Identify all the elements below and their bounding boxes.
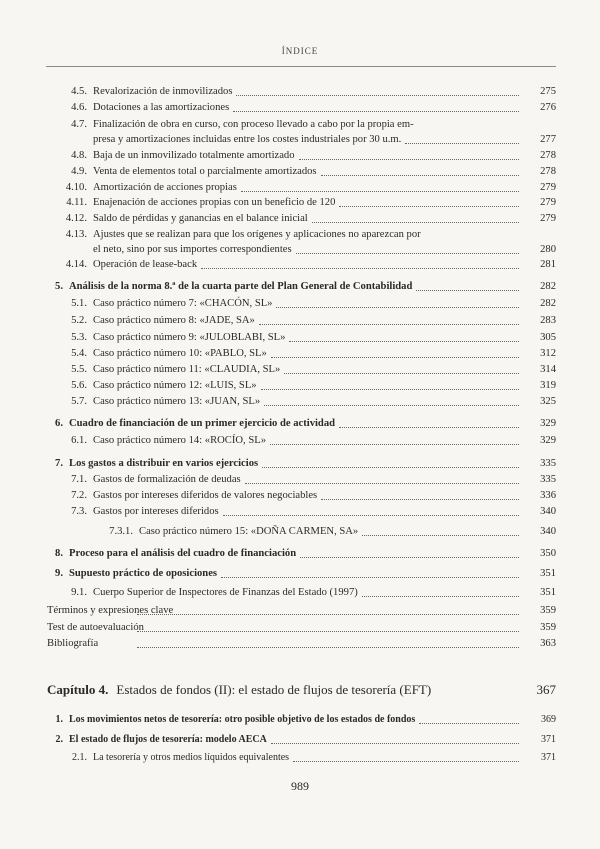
- entry-page: 359: [540, 605, 556, 616]
- chapter-title: Estados de fondos (II): el estado de flujos de tesorería (EFT): [116, 682, 432, 697]
- toc-section: [47, 418, 556, 430]
- section-page: 282: [540, 281, 556, 292]
- section-page: 351: [540, 568, 556, 579]
- toc-entry: [47, 332, 556, 344]
- entry-number: 5.7.: [71, 396, 87, 407]
- entry-page: 325: [540, 396, 556, 407]
- page-header: ÍNDICE: [281, 46, 319, 56]
- section-title: Supuesto práctico de oposiciones: [69, 568, 218, 579]
- entry-page: 351: [540, 587, 556, 598]
- section-number: 8.: [55, 548, 63, 559]
- entry-number: 4.7.: [71, 119, 87, 130]
- section-title: Los movimientos netos de tesorería: otro posible objetivo de los estados de fondos: [69, 714, 416, 725]
- section-page: 329: [540, 418, 556, 429]
- dot-leader: [339, 206, 519, 207]
- toc-entry: [47, 182, 556, 194]
- toc-backmatter: [47, 605, 556, 617]
- entry-page: 279: [540, 197, 556, 208]
- toc-entry: [47, 197, 556, 209]
- entry-page: 281: [540, 259, 556, 270]
- header-rule: [46, 66, 556, 67]
- dot-leader: [137, 647, 519, 648]
- entry-page: 275: [540, 86, 556, 97]
- toc-entry-multiline: [47, 119, 556, 146]
- toc-entry: [47, 298, 556, 310]
- toc-entry: [47, 166, 556, 178]
- entry-number: 4.10.: [65, 182, 87, 193]
- toc-entry: [47, 380, 556, 392]
- entry-title: Enajenación de acciones propias con un beneficio de 120: [93, 197, 336, 208]
- dot-leader: [293, 761, 519, 762]
- entry-number: 4.5.: [71, 86, 87, 97]
- toc-entry: [47, 315, 556, 327]
- toc-section: [47, 568, 556, 580]
- dot-leader: [271, 357, 519, 358]
- dot-leader: [276, 307, 519, 308]
- dot-leader: [362, 596, 519, 597]
- entry-page: 359: [540, 622, 556, 633]
- dot-leader: [201, 268, 519, 269]
- section-number: 5.: [55, 281, 63, 292]
- entry-number: 7.1.: [71, 474, 87, 485]
- dot-leader: [284, 373, 519, 374]
- entry-number: 4.9.: [71, 166, 87, 177]
- entry-page: 282: [540, 298, 556, 309]
- section-title: El estado de flujos de tesorería: modelo AECA: [69, 734, 267, 745]
- toc-backmatter: [47, 622, 556, 634]
- dot-leader: [312, 222, 519, 223]
- toc-entry: [47, 86, 556, 98]
- entry-page: 314: [540, 364, 556, 375]
- entry-number: 5.4.: [71, 348, 87, 359]
- toc-entry: [47, 474, 556, 486]
- entry-number: 7.3.: [71, 506, 87, 517]
- entry-page: 319: [540, 380, 556, 391]
- dot-leader: [339, 427, 519, 428]
- entry-title: Caso práctico número 12: «LUIS, SL»: [93, 380, 257, 391]
- toc-entry: [47, 364, 556, 376]
- entry-page: 278: [540, 150, 556, 161]
- dot-leader: [300, 557, 519, 558]
- dot-leader: [137, 614, 519, 615]
- entry-title-line1: Finalización de obra en curso, con proceso llevado a cabo por la propia em-: [93, 119, 414, 130]
- entry-number: 4.12.: [65, 213, 87, 224]
- dot-leader: [419, 723, 519, 724]
- section-title: Los gastos a distribuir en varios ejercicios: [69, 458, 259, 469]
- entry-number: 5.1.: [71, 298, 87, 309]
- entry-page: 329: [540, 435, 556, 446]
- entry-title: La tesorería y otros medios líquidos equivalentes: [93, 752, 290, 763]
- entry-page: 363: [540, 638, 556, 649]
- toc-entry: [47, 587, 556, 599]
- dot-leader: [321, 499, 519, 500]
- section-number: 2.: [55, 734, 63, 745]
- entry-page: 336: [540, 490, 556, 501]
- entry-title: Amortización de acciones propias: [93, 182, 237, 193]
- dot-leader: [321, 175, 519, 176]
- entry-title: Revalorización de inmovilizados: [93, 86, 233, 97]
- dot-leader: [221, 577, 519, 578]
- toc-entry: [47, 752, 556, 764]
- section-page: 369: [541, 714, 556, 725]
- entry-title-line1: Ajustes que se realizan para que los orígenes y aplicaciones no aparezcan por: [93, 229, 421, 240]
- entry-page: 371: [541, 752, 556, 763]
- toc-entry: [47, 490, 556, 502]
- dot-leader: [299, 159, 519, 160]
- entry-page: 283: [540, 315, 556, 326]
- dot-leader: [271, 743, 519, 744]
- entry-page: 335: [540, 474, 556, 485]
- entry-title: Gastos por intereses diferidos: [93, 506, 219, 517]
- entry-number: 5.6.: [71, 380, 87, 391]
- section-title: Proceso para el análisis del cuadro de financiación: [69, 548, 297, 559]
- dot-leader: [137, 631, 519, 632]
- page-number: 989: [291, 779, 309, 793]
- entry-title: Caso práctico número 7: «CHACÓN, SL»: [93, 298, 273, 309]
- toc-section: [47, 714, 556, 726]
- entry-title: Gastos de formalización de deudas: [93, 474, 241, 485]
- toc-section: [47, 734, 556, 746]
- section-number: 6.: [55, 418, 63, 429]
- section-title: Análisis de la norma 8.ª de la cuarta parte del Plan General de Contabilidad: [69, 281, 413, 292]
- dot-leader: [233, 111, 519, 112]
- section-title: Cuadro de financiación de un primer ejercicio de actividad: [69, 418, 336, 429]
- entry-title: Caso práctico número 9: «JULOBLABI, SL»: [93, 332, 286, 343]
- toc-entry: [47, 435, 556, 447]
- entry-page: 279: [540, 213, 556, 224]
- dot-leader: [289, 341, 519, 342]
- toc-entry: [47, 259, 556, 271]
- toc-entry: [47, 102, 556, 114]
- chapter-page: 367: [536, 682, 556, 697]
- entry-title: Caso práctico número 10: «PABLO, SL»: [93, 348, 267, 359]
- entry-number: 5.5.: [71, 364, 87, 375]
- entry-title: Caso práctico número 14: «ROCÍO, SL»: [93, 435, 267, 446]
- entry-title: Operación de lease-back: [93, 259, 198, 270]
- toc-entry: [47, 506, 556, 518]
- toc-section: [47, 548, 556, 560]
- entry-title: Test de autoevaluación: [47, 622, 144, 633]
- dot-leader: [261, 389, 519, 390]
- entry-page: 340: [540, 526, 556, 537]
- entry-page: 305: [540, 332, 556, 343]
- dot-leader: [362, 535, 519, 536]
- dot-leader: [259, 324, 519, 325]
- entry-title: Términos y expresiones clave: [47, 605, 174, 616]
- section-page: 350: [540, 548, 556, 559]
- section-number: 1.: [55, 714, 63, 725]
- toc-entry-multiline: [47, 229, 556, 256]
- entry-title: Caso práctico número 8: «JADE, SA»: [93, 315, 255, 326]
- entry-number: 4.14.: [65, 259, 87, 270]
- chapter-heading: [47, 682, 556, 698]
- dot-leader: [296, 253, 519, 254]
- entry-number: 6.1.: [71, 435, 87, 446]
- dot-leader: [245, 483, 519, 484]
- entry-number: 4.13.: [65, 229, 87, 240]
- dot-leader: [223, 515, 519, 516]
- entry-title: Bibliografía: [47, 638, 99, 649]
- dot-leader: [405, 143, 519, 144]
- toc-entry: [47, 150, 556, 162]
- entry-title-line2: presa y amortizaciones incluidas entre los costes industriales por 30 u.m.: [93, 134, 402, 145]
- entry-title: Caso práctico número 11: «CLAUDIA, SL»: [93, 364, 281, 375]
- entry-title: Saldo de pérdidas y ganancias en el balance inicial: [93, 213, 308, 224]
- toc-section: [47, 458, 556, 470]
- entry-title: Gastos por intereses diferidos de valores negociables: [93, 490, 318, 501]
- section-page: 371: [541, 734, 556, 745]
- dot-leader: [236, 95, 519, 96]
- chapter-label: Capítulo 4.: [47, 682, 109, 697]
- entry-number: 5.3.: [71, 332, 87, 343]
- entry-number: 4.8.: [71, 150, 87, 161]
- entry-title: Venta de elementos total o parcialmente amortizados: [93, 166, 317, 177]
- dot-leader: [264, 405, 519, 406]
- entry-number: 4.11.: [66, 197, 87, 208]
- entry-title: Baja de un inmovilizado totalmente amortizado: [93, 150, 295, 161]
- entry-title: Dotaciones a las amortizaciones: [93, 102, 230, 113]
- entry-title-line2: el neto, sino por sus importes correspondientes: [93, 244, 292, 255]
- entry-number: 4.6.: [71, 102, 87, 113]
- entry-number: 5.2.: [71, 315, 87, 326]
- entry-page: 279: [540, 182, 556, 193]
- dot-leader: [416, 290, 519, 291]
- entry-number: 7.2.: [71, 490, 87, 501]
- toc-entry: [47, 396, 556, 408]
- dot-leader: [262, 467, 519, 468]
- toc-backmatter: [47, 638, 556, 650]
- entry-page: 278: [540, 166, 556, 177]
- section-number: 7.: [55, 458, 63, 469]
- dot-leader: [241, 191, 519, 192]
- dot-leader: [270, 444, 519, 445]
- toc-entry: [47, 213, 556, 225]
- section-number: 9.: [55, 568, 63, 579]
- entry-title: Caso práctico número 13: «JUAN, SL»: [93, 396, 261, 407]
- entry-page: 277: [540, 134, 556, 145]
- entry-number: 2.1.: [72, 752, 87, 763]
- entry-number: 9.1.: [71, 587, 87, 598]
- section-page: 335: [540, 458, 556, 469]
- entry-page: 312: [540, 348, 556, 359]
- entry-page: 340: [540, 506, 556, 517]
- toc-entry: [47, 348, 556, 360]
- entry-number: 7.3.1.: [109, 526, 133, 537]
- entry-page: 280: [540, 244, 556, 255]
- entry-page: 276: [540, 102, 556, 113]
- toc-entry: [47, 526, 556, 538]
- entry-title: Cuerpo Superior de Inspectores de Finanzas del Estado (1997): [93, 587, 358, 598]
- entry-title: Caso práctico número 15: «DOÑA CARMEN, SA»: [139, 526, 359, 537]
- toc-section: [47, 281, 556, 293]
